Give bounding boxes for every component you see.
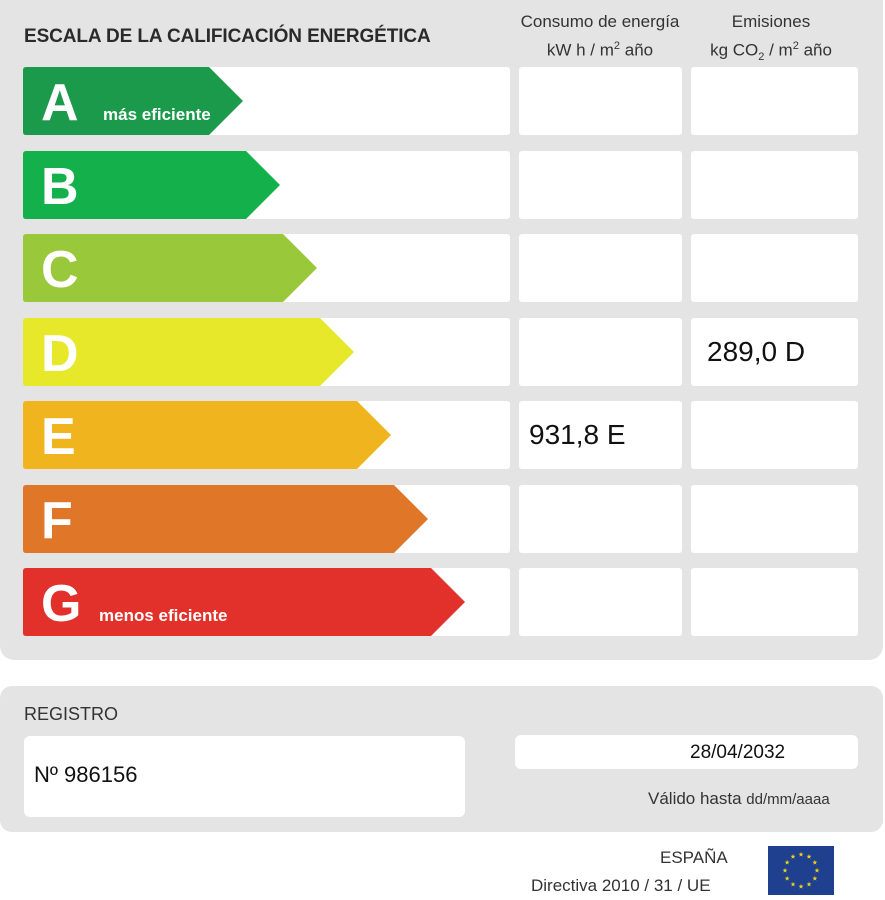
class-arrow-g xyxy=(23,568,465,636)
registro-title: REGISTRO xyxy=(24,704,119,724)
class-letter-a: A xyxy=(41,74,79,132)
class-letter-d: D xyxy=(41,325,79,383)
scale-title: ESCALA DE LA CALIFICACIÓN ENERGÉTICA xyxy=(24,26,431,47)
emisiones-cell-a xyxy=(691,67,858,135)
class-arrow-f xyxy=(23,485,428,553)
consumo-column-header xyxy=(510,10,690,63)
consumo-cell-b xyxy=(519,151,682,219)
class-arrow-d xyxy=(23,318,354,386)
class-arrow-e xyxy=(23,401,391,469)
eu-flag-icon xyxy=(768,846,834,895)
class-g-label: menos eficiente xyxy=(99,606,228,625)
registro-number: Nº 986156 xyxy=(34,762,138,787)
emisiones-cell-e xyxy=(691,401,858,469)
class-arrow-shape-e xyxy=(23,401,391,469)
directive-label: Directiva 2010 / 31 / UE xyxy=(531,876,711,895)
emisiones-cell-b xyxy=(691,151,858,219)
class-arrow-b xyxy=(23,151,280,219)
consumo-cell-a xyxy=(519,67,682,135)
emisiones-cell-g xyxy=(691,568,858,636)
emisiones-cell-d xyxy=(691,318,858,386)
country-label: ESPAÑA xyxy=(660,848,728,867)
class-letter-e: E xyxy=(41,408,76,466)
emisiones-cell-f xyxy=(691,485,858,553)
emisiones-header-title: Emisiones xyxy=(731,12,811,31)
emisiones-header-unit: kg $CO_2 / m^2$ año xyxy=(710,40,832,64)
consumo-header-title: Consumo de energía xyxy=(520,12,680,31)
class-arrow-shape-g xyxy=(23,568,465,636)
valid-date: 28/04/2032 xyxy=(690,742,786,763)
valid-date-box xyxy=(515,735,858,769)
class-letter-c: C xyxy=(41,241,79,299)
emisiones-cell-c xyxy=(691,234,858,302)
consumo-cell-g xyxy=(519,568,682,636)
class-arrow-c xyxy=(23,234,317,302)
consumo-value: 931,8 E xyxy=(529,419,626,450)
consumo-cell-c xyxy=(519,234,682,302)
emisiones-value: 289,0 D xyxy=(707,336,806,367)
registro-number-box xyxy=(24,736,465,817)
class-letter-f: F xyxy=(41,492,73,550)
class-letter-b: B xyxy=(41,158,79,216)
class-arrow-a xyxy=(23,67,243,135)
class-letter-g: G xyxy=(41,575,82,633)
emisiones-column-header xyxy=(688,10,854,69)
consumo-cell-f xyxy=(519,485,682,553)
valid-until-label: Válido hasta dd/mm/aaaa xyxy=(648,789,830,808)
class-a-label: más eficiente xyxy=(103,105,211,124)
consumo-header-unit: kW h / $m^2$ año xyxy=(546,40,654,60)
class-arrow-shape-f xyxy=(23,485,428,553)
consumo-cell-e xyxy=(519,401,682,469)
consumo-cell-d xyxy=(519,318,682,386)
